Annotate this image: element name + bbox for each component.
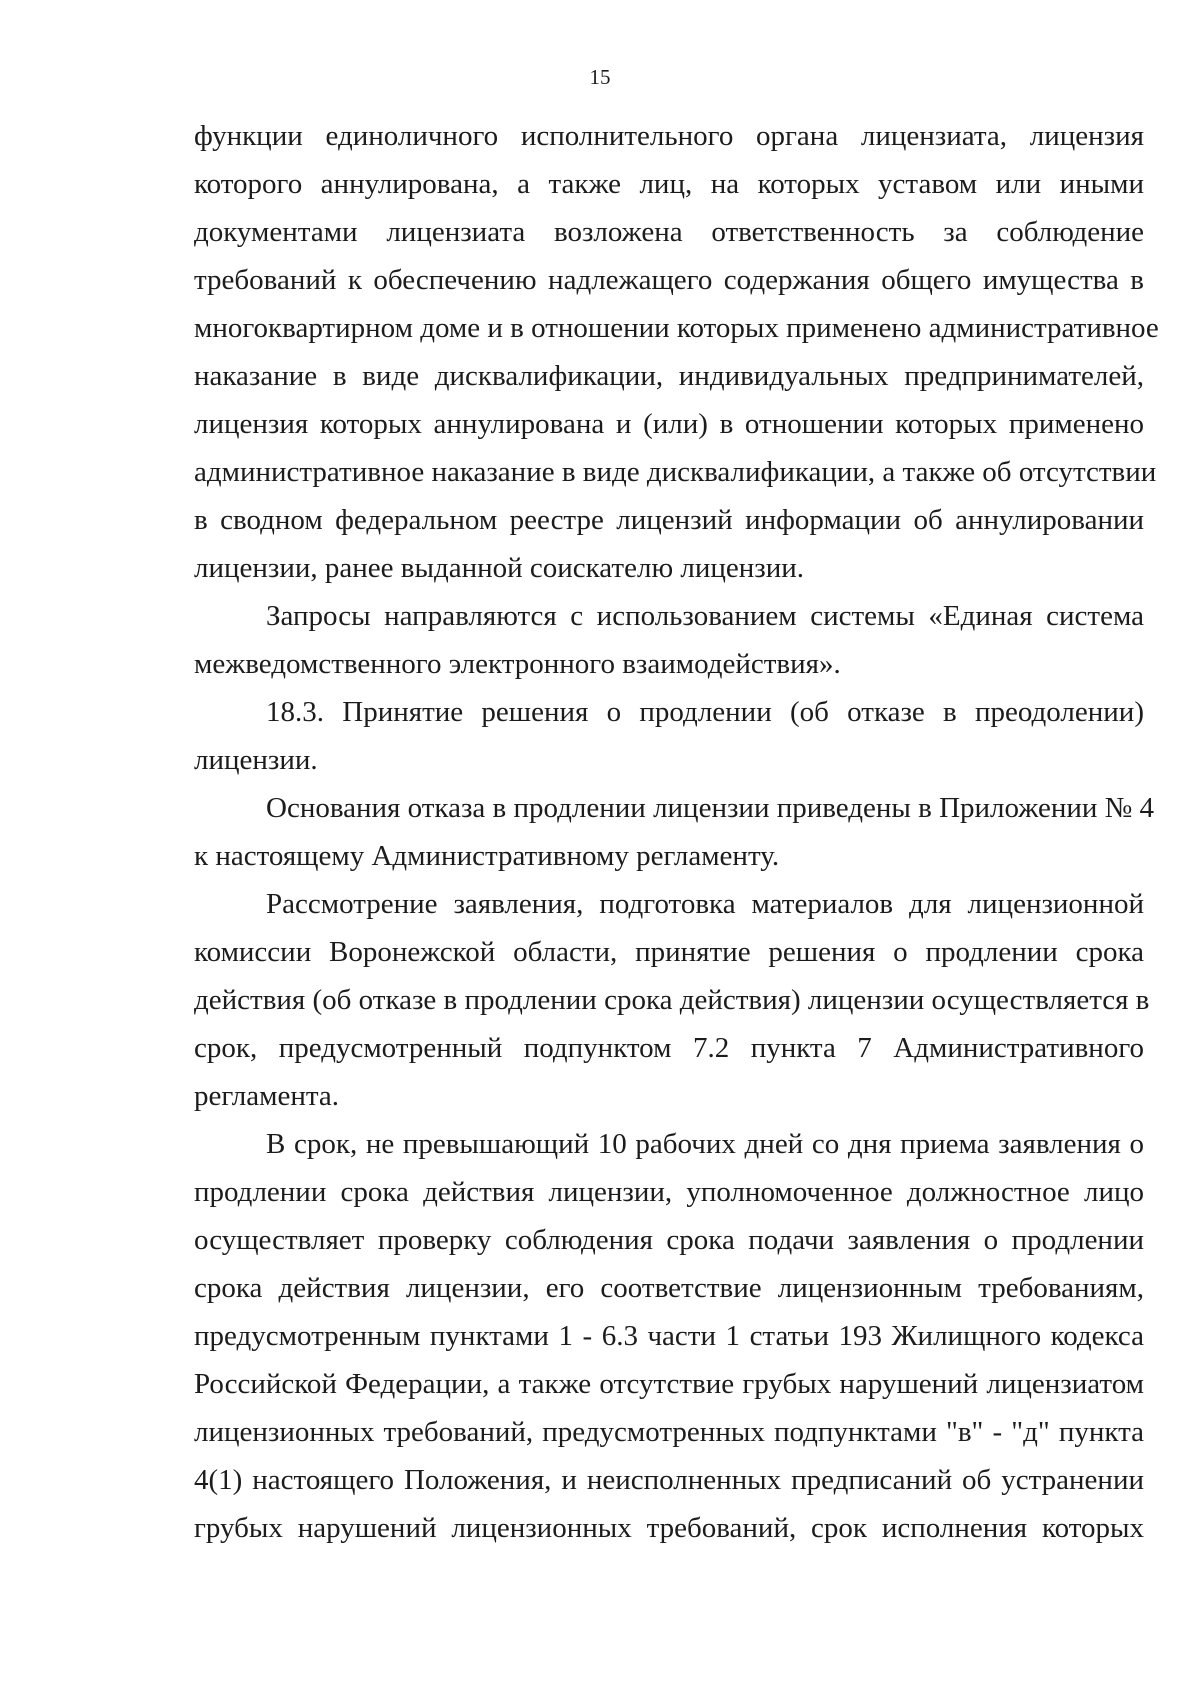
text-line: требований к обеспечению надлежащего содержания общего имущества в xyxy=(194,264,1144,296)
paragraph xyxy=(194,688,1144,784)
document-body xyxy=(194,112,1159,1552)
text-line: функции единоличного исполнительного органа лицензиата, лицензия xyxy=(194,120,1144,152)
text-line: которого аннулирована, а также лиц, на которых уставом или иными xyxy=(194,168,1144,200)
paragraph xyxy=(194,1120,1144,1552)
text-line: регламента. xyxy=(194,1080,340,1112)
text-line: Российской Федерации, а также отсутствие грубых нарушений лицензиатом xyxy=(194,1368,1144,1400)
text-line: лицензии. xyxy=(194,744,318,776)
text-line: действия (об отказе в продлении срока действия) лицензии осуществляется в xyxy=(194,984,1150,1016)
text-line: 18.3. Принятие решения о продлении (об отказе в преодолении) xyxy=(266,696,1144,728)
text-line: срок, предусмотренный подпунктом 7.2 пункта 7 Административного xyxy=(194,1032,1144,1064)
paragraph xyxy=(194,112,1159,592)
text-line: срока действия лицензии, его соответствие лицензионным требованиям, xyxy=(194,1272,1144,1304)
text-line: лицензия которых аннулирована и (или) в отношении которых применено xyxy=(194,408,1144,440)
text-line: многоквартирном доме и в отношении которых применено административное xyxy=(194,312,1159,344)
text-line: предусмотренным пунктами 1 - 6.3 части 1 статьи 193 Жилищного кодекса xyxy=(194,1320,1144,1352)
text-line: в сводном федеральном реестре лицензий информации об аннулировании xyxy=(194,504,1144,536)
paragraph xyxy=(194,880,1150,1120)
text-line: Рассмотрение заявления, подготовка материалов для лицензионной xyxy=(266,888,1144,920)
text-line: осуществляет проверку соблюдения срока подачи заявления о продлении xyxy=(194,1224,1144,1256)
text-line: продлении срока действия лицензии, уполномоченное должностное лицо xyxy=(194,1176,1144,1208)
text-line: В срок, не превышающий 10 рабочих дней со дня приема заявления о xyxy=(266,1128,1144,1160)
text-line: к настоящему Административному регламенту. xyxy=(194,840,780,872)
text-line: грубых нарушений лицензионных требований, срок исполнения которых xyxy=(194,1512,1144,1544)
text-line: Основания отказа в продлении лицензии приведены в Приложении № 4 xyxy=(266,792,1155,824)
text-line: Запросы направляются с использованием системы «Единая система xyxy=(266,600,1144,632)
text-line: лицензии, ранее выданной соискателю лицензии. xyxy=(194,552,805,584)
text-line: 4(1) настоящего Положения, и неисполненных предписаний об устранении xyxy=(194,1464,1144,1496)
text-line: комиссии Воронежской области, принятие решения о продлении срока xyxy=(194,936,1144,968)
text-line: лицензионных требований, предусмотренных подпунктами "в" - "д" пункта xyxy=(194,1416,1144,1448)
text-line: документами лицензиата возложена ответственность за соблюдение xyxy=(194,216,1144,248)
paragraph xyxy=(194,592,1144,688)
text-line: межведомственного электронного взаимодействия». xyxy=(194,648,841,680)
text-line: наказание в виде дисквалификации, индивидуальных предпринимателей, xyxy=(194,360,1144,392)
text-line: административное наказание в виде дисквалификации, а также об отсутствии xyxy=(194,456,1157,488)
page-number: 15 xyxy=(589,65,611,89)
paragraph xyxy=(194,784,1155,880)
